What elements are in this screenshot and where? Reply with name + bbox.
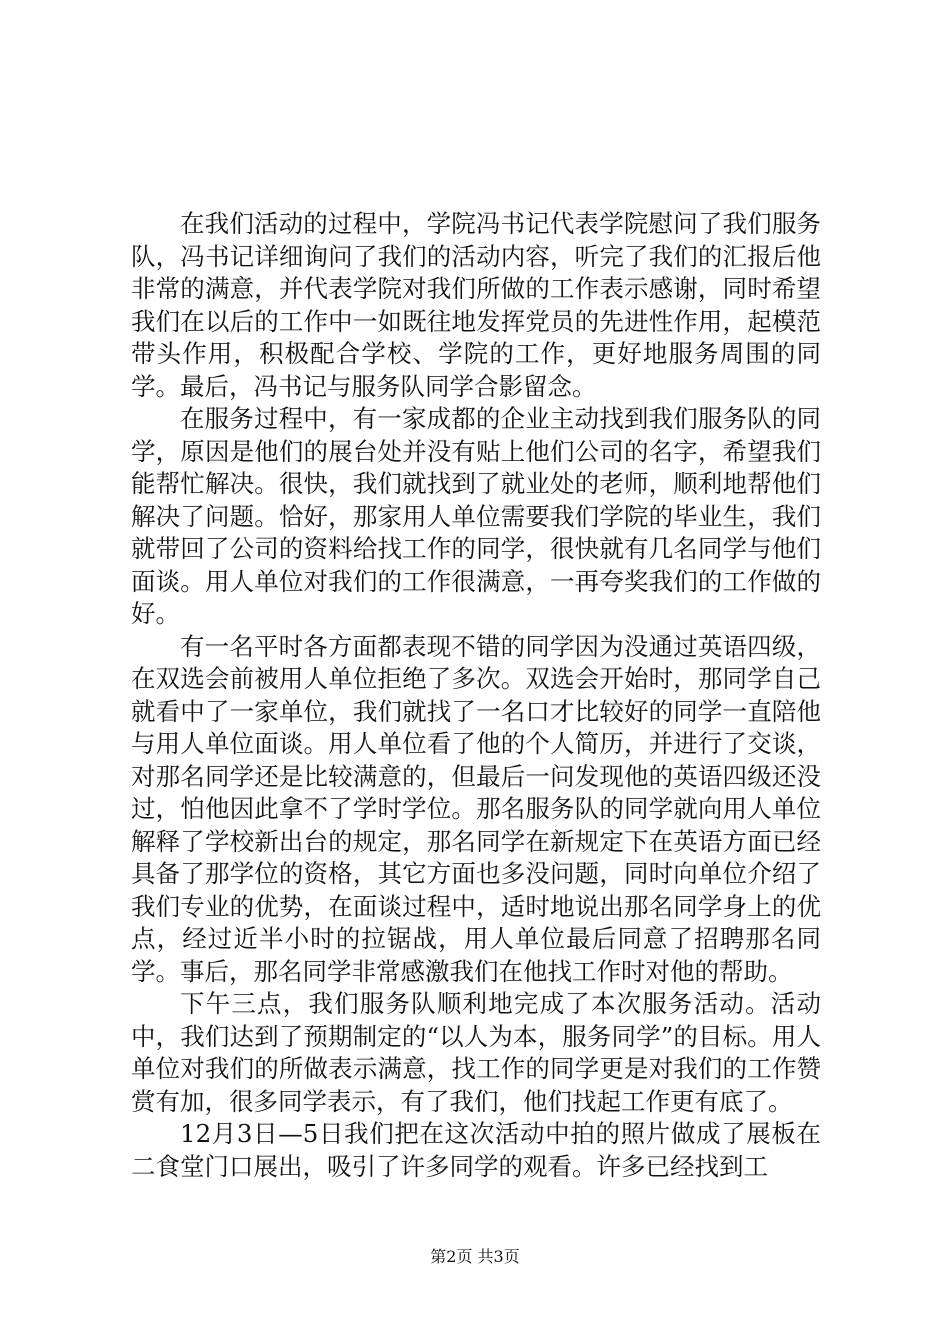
page-footer — [0, 1244, 950, 1267]
page-number-label: 第2页 共3页 — [430, 1247, 520, 1266]
paragraph-5: 12月3日—5日我们把在这次活动中拍的照片做成了展板在二食堂门口展出，吸引了许多同学的观看。许多已经找到工 — [131, 1119, 821, 1181]
paragraph-3: 有一名平时各方面都表现不错的同学因为没通过英语四级，在双选会前被用人单位拒绝了多次。双选会开始时，那同学自己就看中了一家单位，我们就找了一名口才比较好的同学一直陪他与用人单位面谈。用人单位看了他的个人简历，并进行了交谈，对那名同学还是比较满意的，但最后一问发现他的英语四级还没过，怕他因此拿不了学时学位。那名服务队的同学就向用人单位解释了学校新出台的规定，那名同学在新规定下在英语方面已经具备了那学位的资格，其它方面也多没问题，同时向单位介绍了我们专业的优势，在面谈过程中，适时地说出那名同学身上的优点，经过近半小时的拉锯战，用人单位最后同意了招聘那名同学。事后，那名同学非常感激我们在他找工作时对他的帮助。 — [131, 631, 821, 986]
paragraph-1: 在我们活动的过程中，学院冯书记代表学院慰问了我们服务队，冯书记详细询问了我们的活动内容，听完了我们的汇报后他非常的满意，并代表学院对我们所做的工作表示感谢，同时希望我们在以后的工作中一如既往地发挥党员的先进性作用，起模范带头作用，积极配合学校、学院的工作，更好地服务周围的同学。最后，冯书记与服务队同学合影留念。 — [131, 209, 821, 401]
document-body — [131, 208, 821, 1183]
paragraph-4: 下午三点，我们服务队顺利地完成了本次服务活动。活动中，我们达到了预期制定的“以人为本，服务同学”的目标。用人单位对我们的所做表示满意，找工作的同学更是对我们的工作赞赏有加，很多同学表示，有了我们，他们找起工作更有底了。 — [131, 989, 821, 1116]
paragraph-2: 在服务过程中，有一家成都的企业主动找到我们服务队的同学，原因是他们的展台处并没有贴上他们公司的名字，希望我们能帮忙解决。很快，我们就找到了就业处的老师，顺利地帮他们解决了问题。恰好，那家用人单位需要我们学院的毕业生，我们就带回了公司的资料给找工作的同学，很快就有几名同学与他们面谈。用人单位对我们的工作很满意，一再夸奖我们的工作做的好。 — [131, 404, 821, 628]
